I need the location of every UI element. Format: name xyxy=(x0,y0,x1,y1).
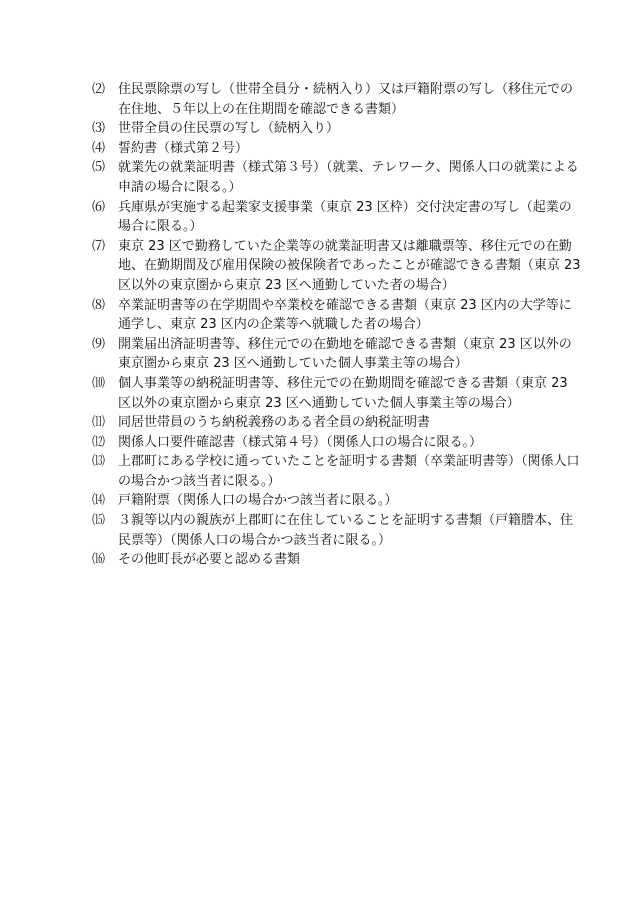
item-text: 東京 23 区で勤務していた企業等の就業証明書又は離職票等、移住元での在勤地、在勤期間及び雇用保険の被保険者であったことが確認できる書類（東京 23 区以外の東京圏から東京 23 区へ通勤していた者の場合） xyxy=(118,238,581,293)
item-text: 住民票除票の写し（世帯全員分・続柄入り）又は戸籍附票の写し（移住元での在住地、５年以上の在住期間を確認できる書類） xyxy=(118,82,574,117)
item-text: 誓約書（様式第２号） xyxy=(118,140,249,156)
item-number: ⑾ xyxy=(92,415,106,431)
list-item xyxy=(92,139,582,159)
item-number: ⒃ xyxy=(92,552,106,568)
item-number: ⑼ xyxy=(92,336,106,352)
item-number: ⑶ xyxy=(92,121,106,137)
item-text: 上郡町にある学校に通っていたことを証明する書類（卒業証明書等）（関係人口の場合かつ該当者に限る。） xyxy=(118,454,580,489)
item-text: 世帯全員の住民票の写し（続柄入り） xyxy=(118,121,340,137)
list-item xyxy=(92,296,582,335)
list-item xyxy=(92,374,582,413)
item-text: 兵庫県が実施する起業家支援事業（東京 23 区枠）交付決定書の写し（起業の場合に限る。） xyxy=(118,199,572,235)
item-number: ⒂ xyxy=(92,513,106,529)
list-item xyxy=(92,158,582,197)
list-item xyxy=(92,550,582,570)
list-item xyxy=(92,511,582,550)
required-documents-list xyxy=(92,80,582,570)
item-number: ⒁ xyxy=(92,493,106,509)
item-text: 同居世帯員のうち納税義務のある者全員の納税証明書 xyxy=(118,415,431,431)
item-number: ⑷ xyxy=(92,140,106,156)
list-item xyxy=(92,237,582,296)
item-number: ⑻ xyxy=(92,297,106,313)
item-text: 個人事業等の納税証明書等、移住元での在勤期間を確認できる書類（東京 23 区以外の東京圏から東京 23 区へ通勤していた個人事業主等の場合） xyxy=(118,375,568,411)
item-text: ３親等以内の親族が上郡町に在住していることを証明する書類（戸籍謄本、住民票等）（関係人口の場合かつ該当者に限る。） xyxy=(118,513,574,548)
item-number: ⑿ xyxy=(92,434,106,450)
item-text: 関係人口要件確認書（様式第４号）（関係人口の場合に限る。） xyxy=(118,434,483,450)
list-item xyxy=(92,491,582,511)
item-number: ⑹ xyxy=(92,199,106,215)
item-number: ⑺ xyxy=(92,238,106,254)
list-item xyxy=(92,119,582,139)
item-text: 卒業証明書等の在学期間や卒業校を確認できる書類（東京 23 区内の大学等に通学し、東京 23 区内の企業等へ就職した者の場合） xyxy=(118,297,572,333)
item-text: 開業届出済証明書等、移住元での在勤地を確認できる書類（東京 23 区以外の東京圏から東京 23 区へ通勤していた個人事業主等の場合） xyxy=(118,336,572,372)
list-item xyxy=(92,433,582,453)
list-item xyxy=(92,198,582,237)
list-item xyxy=(92,335,582,374)
list-item xyxy=(92,413,582,433)
item-number: ⒀ xyxy=(92,454,106,470)
item-text: 就業先の就業証明書（様式第３号）（就業、テレワーク、関係人口の就業による申請の場合に限る。） xyxy=(118,160,579,195)
list-item xyxy=(92,80,582,119)
item-text: その他町長が必要と認める書類 xyxy=(118,552,301,568)
item-number: ⑸ xyxy=(92,160,106,176)
list-item xyxy=(92,452,582,491)
item-number: ⑽ xyxy=(92,375,106,391)
item-number: ⑵ xyxy=(92,82,106,97)
item-text: 戸籍附票（関係人口の場合かつ該当者に限る。） xyxy=(118,493,398,509)
